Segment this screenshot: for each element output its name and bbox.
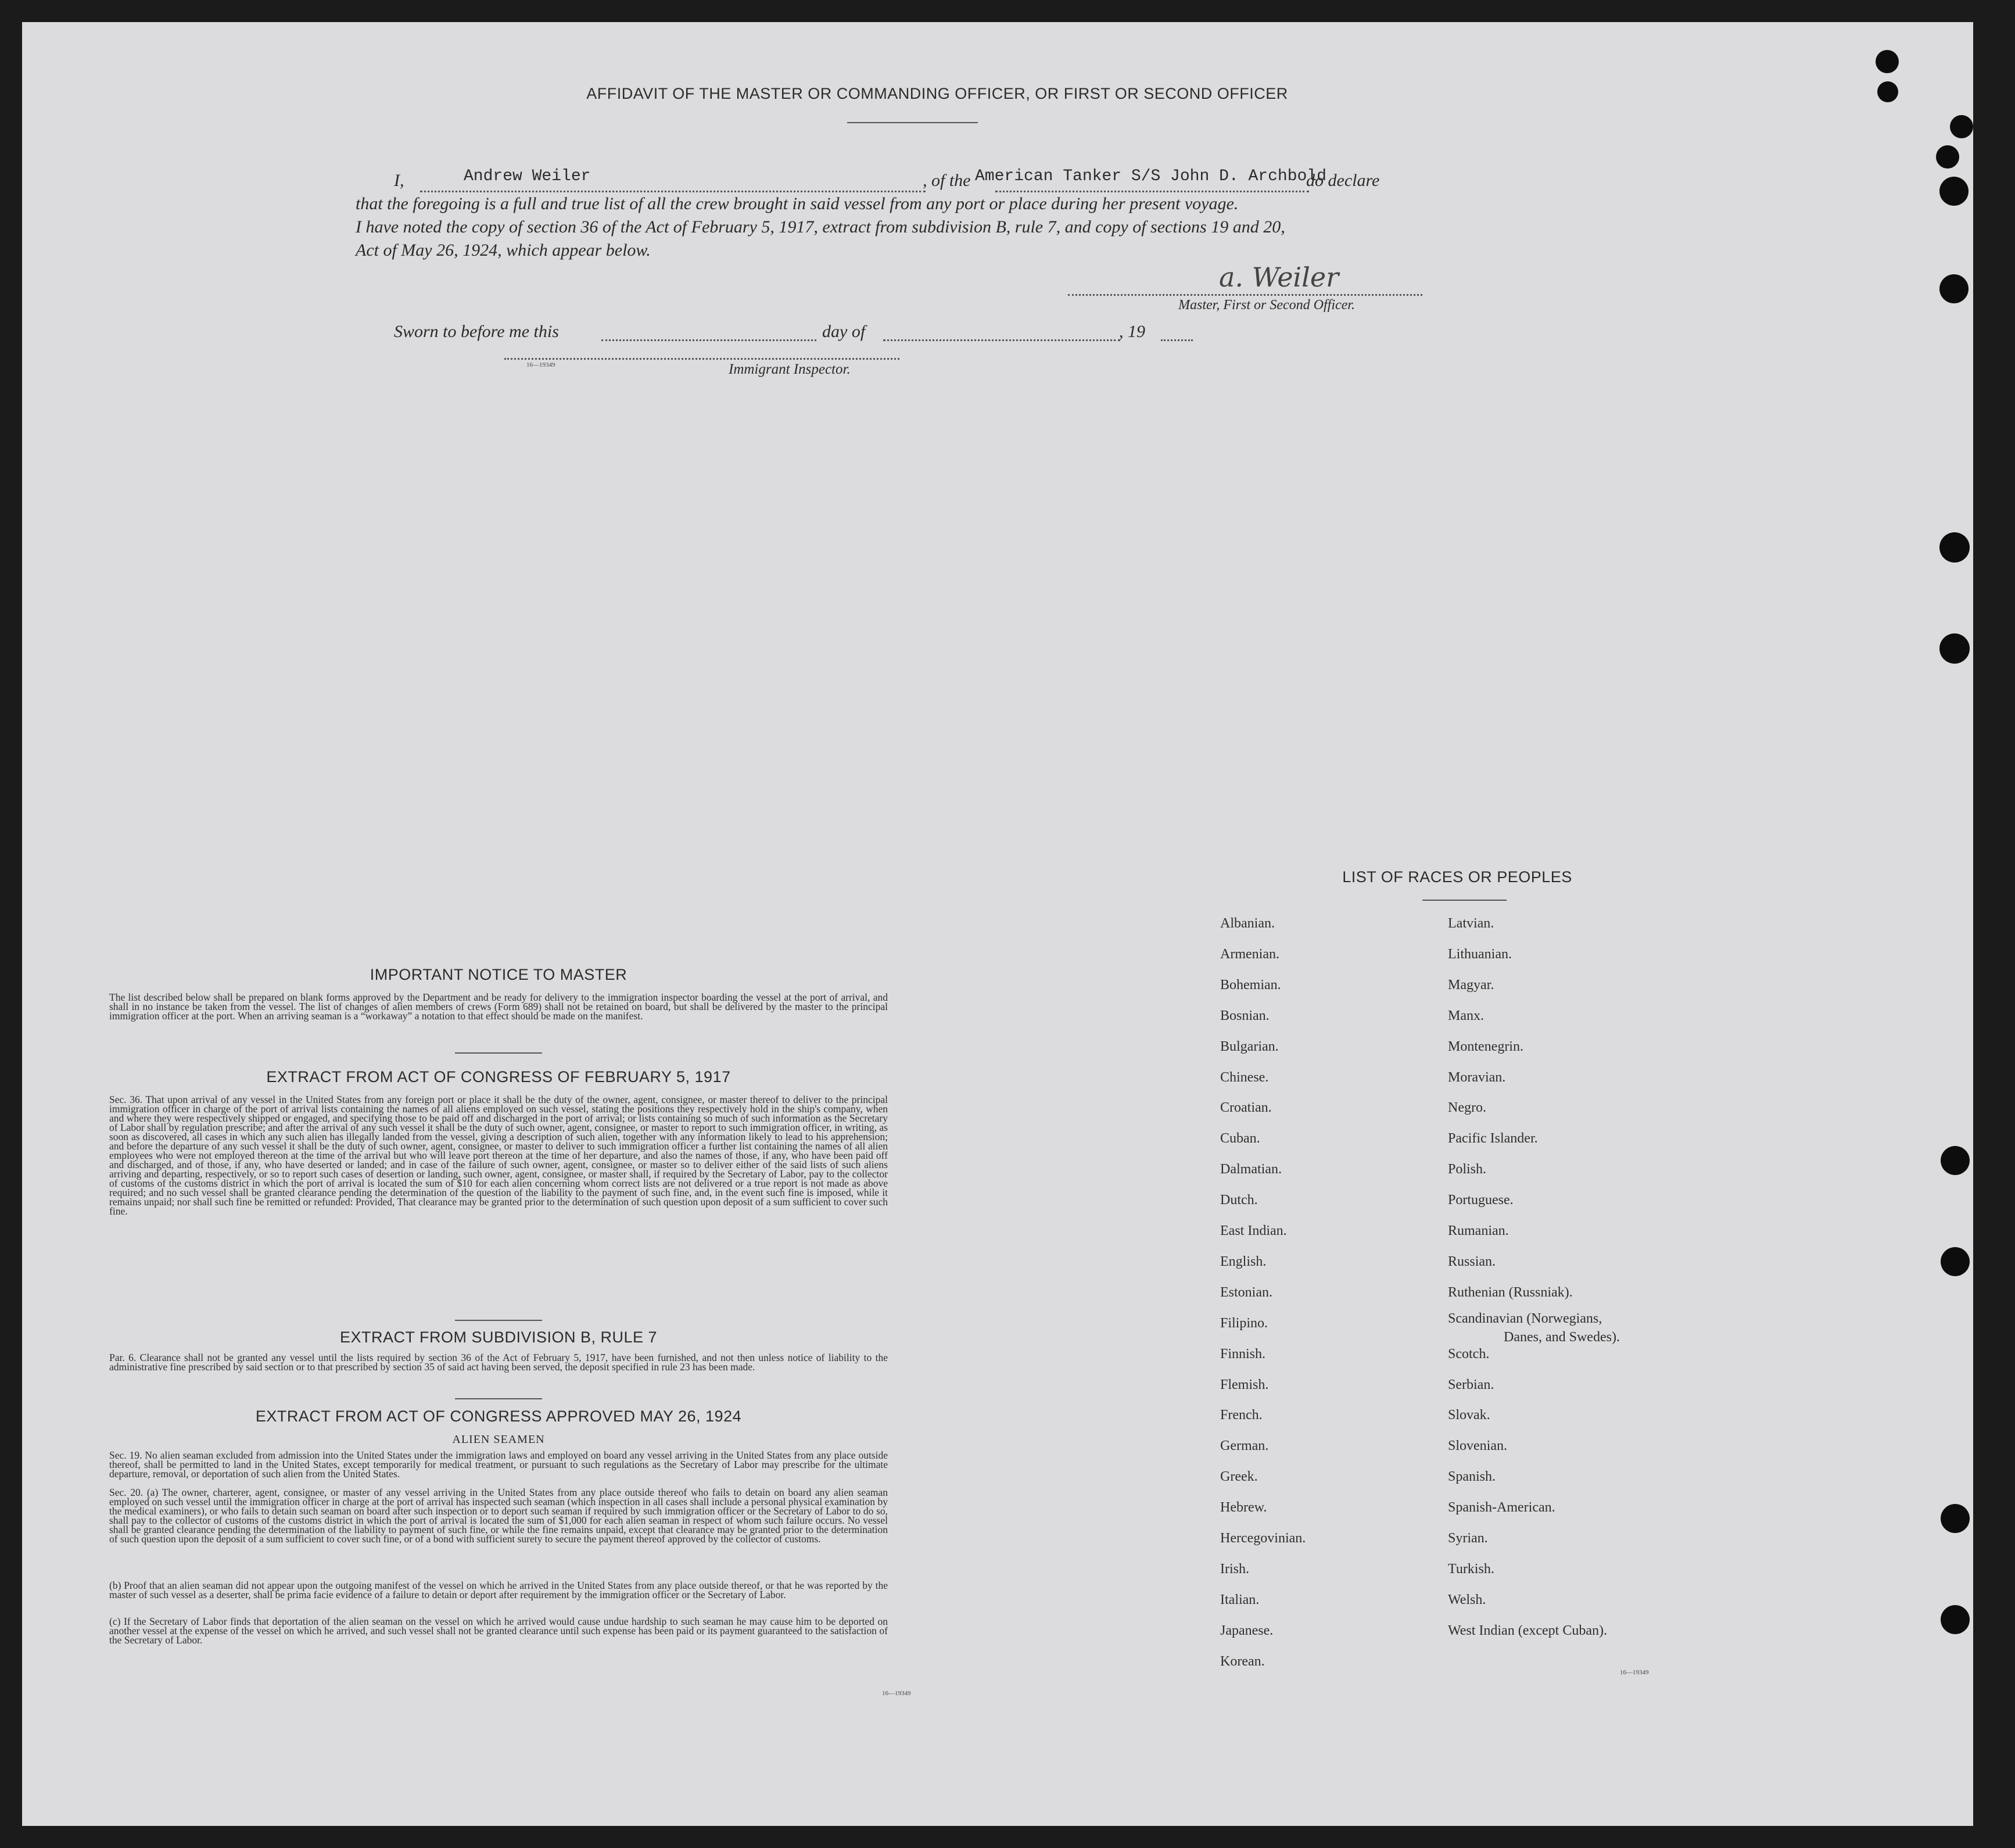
rule7-text: Par. 6. Clearance shall not be granted any vessel until the lists required by section 36 of the Act of February 5, 1917, have been furnished, and not then unless notice of liability to the administrative fine prescribed by said section or to that prescribed by section 35 of said act having been served, the deposit specified in rule 23 has been made. xyxy=(109,1352,888,1373)
extract-1924-title: EXTRACT FROM ACT OF CONGRESS APPROVED MAY 26, 1924 xyxy=(255,1408,742,1425)
races-title: LIST OF RACES OR PEOPLES xyxy=(1342,868,1572,886)
race-left-item: Flemish. xyxy=(1220,1377,1269,1392)
race-left-item: Croatian. xyxy=(1220,1100,1272,1115)
extract-1917-divider xyxy=(455,1320,542,1321)
punch-hole xyxy=(1939,532,1970,563)
race-left-item: Korean. xyxy=(1220,1654,1265,1669)
rule7-divider xyxy=(455,1398,542,1399)
affidavit-line3: I have noted the copy of section 36 of the Act of February 5, 1917, extract from subdivision B, rule 7, and copy of sections 19 and 20, xyxy=(356,217,1285,237)
race-right-item: Polish. xyxy=(1448,1162,1487,1177)
race-right-item: Moravian. xyxy=(1448,1070,1506,1085)
vessel-line xyxy=(995,191,1309,192)
race-left-item: East Indian. xyxy=(1220,1223,1287,1238)
day-of-text: day of xyxy=(822,322,866,341)
race-left-item: Hebrew. xyxy=(1220,1500,1267,1515)
inspector-caption: Immigrant Inspector. xyxy=(729,361,851,377)
officer-signature: a. Weiler xyxy=(1219,262,1339,293)
races-divider xyxy=(1422,900,1507,901)
race-left-item: Japanese. xyxy=(1220,1623,1274,1638)
sworn-month-line xyxy=(883,339,1120,341)
extract-1924-sec20b: (b) Proof that an alien seaman did not appear upon the outgoing manifest of the vessel on which he arrived in the United States from any place outside thereof, or that he was reported by the master of such vessel as a deserter, shall be prima facie evidence of a failure to detain or deport after requirement by the immigration officer or the Secretary of Labor. xyxy=(109,1580,888,1600)
race-left-item: Greek. xyxy=(1220,1469,1258,1484)
extract-1917-title: EXTRACT FROM ACT OF CONGRESS OF FEBRUARY 5, 1917 xyxy=(266,1068,731,1086)
race-right-item: Rumanian. xyxy=(1448,1223,1509,1238)
race-right-item: Serbian. xyxy=(1448,1377,1494,1392)
race-left-item: Hercegovinian. xyxy=(1220,1531,1306,1546)
year-text: , 19 xyxy=(1119,322,1145,341)
punch-hole xyxy=(1941,1504,1970,1533)
race-left-item: Armenian. xyxy=(1220,947,1279,962)
notice-text: The list described below shall be prepared on blank forms approved by the Department and be ready for delivery to the immigration inspector boarding the vessel at the port of arrival, and shall in no instance be taken from the vessel. The list of changes of alien members of crews (Form 689) shall not be retained on board, but shall be delivered by the master to the principal immigration officer at the port. When an arriving seaman is a “workaway” a notation to that effect should be made on the manifest. xyxy=(109,991,888,1022)
race-left-item: English. xyxy=(1220,1254,1267,1269)
race-right-item: Magyar. xyxy=(1448,977,1494,993)
sworn-text: Sworn to before me this xyxy=(394,322,559,341)
race-right-item: Slovak. xyxy=(1448,1408,1490,1423)
punch-hole xyxy=(1939,274,1969,303)
vessel-name: American Tanker S/S John D. Archbold xyxy=(975,167,1326,185)
race-right-item: Latvian. xyxy=(1448,916,1494,931)
punch-hole xyxy=(1877,81,1898,102)
affidavit-form-number: 16—19349 xyxy=(526,361,555,368)
race-right-item: Welsh. xyxy=(1448,1592,1486,1607)
race-right-item: Manx. xyxy=(1448,1008,1484,1023)
extract-form-number: 16—19349 xyxy=(882,1690,911,1697)
rule7-title: EXTRACT FROM SUBDIVISION B, RULE 7 xyxy=(339,1328,658,1346)
title-divider xyxy=(847,122,978,123)
sworn-day-line xyxy=(601,339,816,341)
race-right-item: West Indian (except Cuban). xyxy=(1448,1623,1607,1638)
extract-1924-sec20a: Sec. 20. (a) The owner, charterer, agent, consignee, or master of any vessel arriving in the United States from any place outside thereof who fails to detain on board any alien seaman employed on such vessel until the immigration officer in charge at the port of arrival has inspected such seaman (which inspection in all cases shall include a personal physical examination by the medical examiners), or who fails to detain such seaman on board after such inspection or to deport such seaman if required by such immigration officer or the Secretary of Labor to do so, shall pay to the collector of customs of the customs district in which the port of arrival is located the sum of $1,000 for each alien seaman in respect of whom such failure occurs. No vessel shall be granted clearance pending the determination of the liability to payment of such fine, or while the fine remains unpaid, except that clearance may be granted prior to the determination of such question upon the deposit of a sum sufficient to cover such fine, or of a bond with sufficient surety to secure the payment thereof approved by the collector of customs. xyxy=(109,1487,888,1545)
race-left-item: Bulgarian. xyxy=(1220,1039,1279,1054)
race-left-item: Filipino. xyxy=(1220,1316,1268,1331)
race-right-item: Spanish. xyxy=(1448,1469,1496,1484)
race-right-item: Montenegrin. xyxy=(1448,1039,1523,1054)
document-page xyxy=(22,22,1973,1826)
race-right-item: Negro. xyxy=(1448,1100,1486,1115)
extract-1924-subtitle: ALIEN SEAMEN xyxy=(452,1433,545,1446)
race-left-item: German. xyxy=(1220,1438,1269,1453)
race-left-item: Albanian. xyxy=(1220,916,1275,931)
race-left-item: Cuban. xyxy=(1220,1131,1260,1146)
race-right-item: Portuguese. xyxy=(1448,1192,1514,1208)
notice-divider xyxy=(455,1052,542,1054)
race-left-item: Dutch. xyxy=(1220,1192,1258,1208)
race-right-item: Turkish. xyxy=(1448,1562,1494,1577)
race-left-item: Bosnian. xyxy=(1220,1008,1270,1023)
inspector-line xyxy=(504,358,899,360)
extract-1924-sec20c: (c) If the Secretary of Labor finds that deportation of the alien seaman on the vessel on which he arrived would cause undue hardship to such seaman he may cause him to be deported on another vessel at the expense of the vessel on which he arrived, and such vessel shall not be granted clearance until such expense has been paid or its payment guaranteed to the satisfaction of the Secretary of Labor. xyxy=(109,1616,888,1646)
officer-name: Andrew Weiler xyxy=(464,167,591,185)
sworn-year-line xyxy=(1161,339,1193,341)
punch-hole xyxy=(1941,1605,1970,1634)
race-left-item: French. xyxy=(1220,1408,1263,1423)
extract-1924-sec19: Sec. 19. No alien seaman excluded from admission into the United States under the immigration laws and employed on board any vessel arriving in the United States from any place outside thereof, shall be permitted to land in the United States, except temporarily for medical treatment, or pursuant to such regulations as the Secretary of Labor may prescribe for the ultimate departure, removal, or deportation of such alien from the United States. xyxy=(109,1449,888,1480)
race-left-item: Finnish. xyxy=(1220,1346,1266,1362)
race-left-item: Irish. xyxy=(1220,1562,1249,1577)
race-right-item: Lithuanian. xyxy=(1448,947,1512,962)
notice-title: IMPORTANT NOTICE TO MASTER xyxy=(370,966,628,983)
punch-hole xyxy=(1936,145,1959,169)
races-form-number: 16—19349 xyxy=(1620,1669,1649,1676)
race-right-item: Spanish-American. xyxy=(1448,1500,1555,1515)
race-left-item: Italian. xyxy=(1220,1592,1260,1607)
race-right-item: Russian. xyxy=(1448,1254,1496,1269)
race-right-item: Danes, and Swedes). xyxy=(1504,1330,1620,1345)
race-right-item: Slovenian. xyxy=(1448,1438,1507,1453)
race-right-item: Ruthenian (Russniak). xyxy=(1448,1285,1573,1300)
affidavit-i: I, xyxy=(394,171,404,190)
officer-name-line xyxy=(420,191,926,192)
punch-hole xyxy=(1939,177,1969,206)
race-right-item: Scotch. xyxy=(1448,1346,1490,1362)
punch-hole xyxy=(1876,50,1899,73)
signature-caption: Master, First or Second Officer. xyxy=(1178,298,1355,313)
punch-hole xyxy=(1950,115,1973,138)
punch-hole xyxy=(1941,1146,1970,1175)
race-right-item: Syrian. xyxy=(1448,1531,1488,1546)
race-right-item: Scandinavian (Norwegians, xyxy=(1448,1311,1602,1326)
race-left-item: Estonian. xyxy=(1220,1285,1272,1300)
race-left-item: Bohemian. xyxy=(1220,977,1281,993)
race-right-item: Pacific Islander. xyxy=(1448,1131,1538,1146)
punch-hole xyxy=(1941,1247,1970,1276)
affidavit-line4: Act of May 26, 1924, which appear below. xyxy=(356,241,651,260)
affidavit-of-the: , of the xyxy=(923,171,971,190)
affidavit-title: AFFIDAVIT OF THE MASTER OR COMMANDING OFFICER, OR FIRST OR SECOND OFFICER xyxy=(586,85,1288,102)
affidavit-line2: that the foregoing is a full and true list of all the crew brought in said vessel from any port or place during her present voyage. xyxy=(356,194,1239,213)
race-left-item: Dalmatian. xyxy=(1220,1162,1282,1177)
punch-hole xyxy=(1939,633,1970,664)
affidavit-do-declare: do declare xyxy=(1306,171,1380,190)
race-left-item: Chinese. xyxy=(1220,1070,1269,1085)
extract-1917-text: Sec. 36. That upon arrival of any vessel in the United States from any foreign port or place it shall be the duty of the owner, agent, consignee, or master thereof to deliver to the principal immigration officer in charge of the port of arrival lists containing the names of all aliens employed on such vessel, stating the positions they respectively hold in the ship's company, when and where they were respectively shipped or engaged, and specifying those to be paid off and discharged in the port of arrival; or lists containing so much of such information as the Secretary of Labor shall by regulation prescribe; and after the arrival of any such vessel it shall be the duty of such owner, agent, consignee, or master to report to such immigration officer, in writing, as soon as discovered, all cases in which any such alien has illegally landed from the vessel, giving a description of such alien, together with any information likely to lead to his apprehension; and before the departure of any such vessel it shall be the duty of such owner, agent, consignee, or master to deliver to such immigration officer a further list containing the names of all alien employees who were not employed thereon at the time of the arrival but who will leave port thereon at the time of her departure, and also the names of those, if any, who have been paid off and discharged, and of those, if any, who have deserted or landed; and in case of the failure of such owner, agent, consignee, or master so to deliver either of the said lists of such aliens arriving and departing, respectively, or so to report such cases of desertion or landing, such owner, agent, consignee, or master shall, if required by the Secretary of Labor, pay to the collector of customs of the customs district in which the port of arrival is located the sum of $10 for each alien concerning whom correct lists are not delivered or a true report is not made as above required; and no such vessel shall be granted clearance pending the determination of the question of the liability to the payment of such fine, and, in the event such fine is imposed, while it remains unpaid; nor shall such fine be remitted or refunded: Provided, That clearance may be granted prior to the determination of such question upon deposit of a sum sufficient to cover such fine. xyxy=(109,1094,888,1217)
signature-line xyxy=(1068,294,1422,296)
